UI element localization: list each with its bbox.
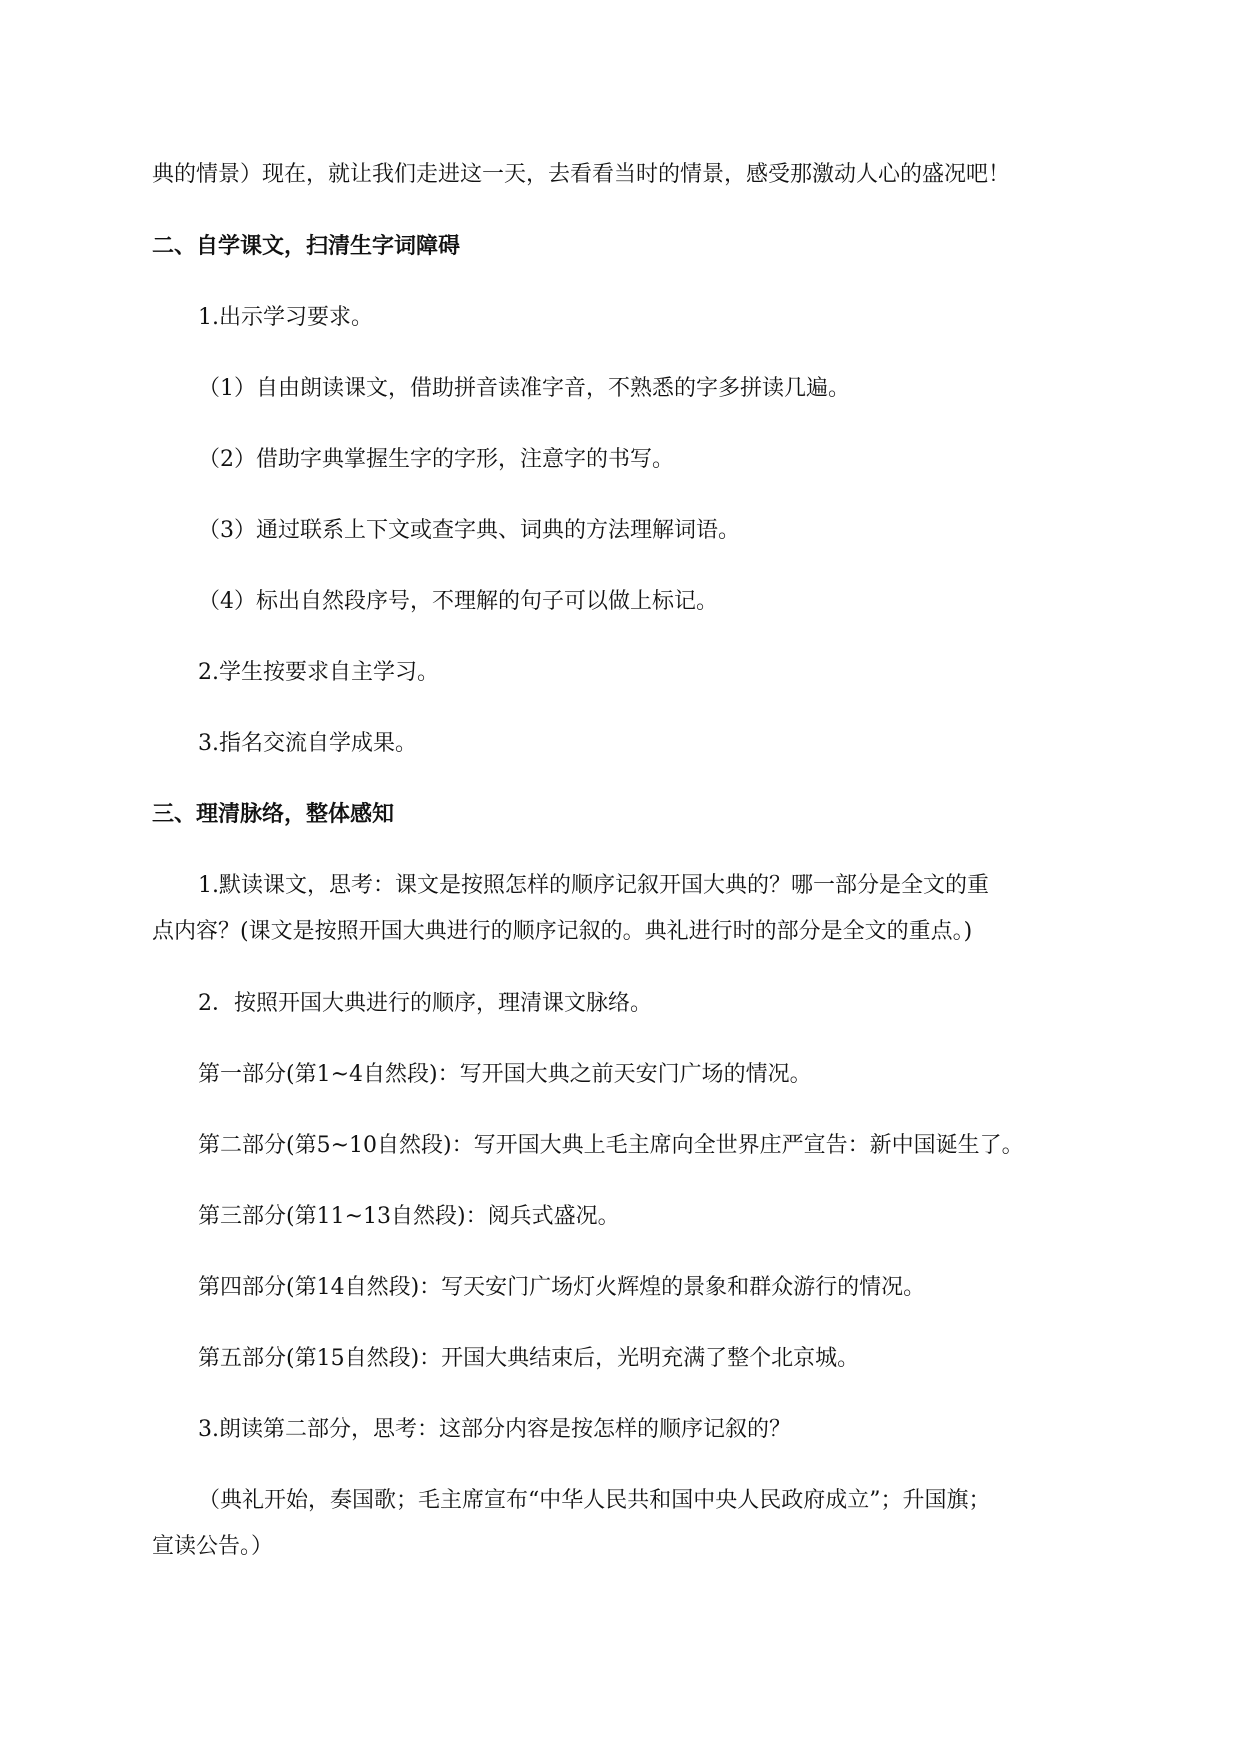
list-item: 3.朗读第二部分，思考：这部分内容是按怎样的顺序记叙的？ xyxy=(198,1417,791,1442)
paragraph-text: （典礼开始，奏国歌；毛主席宣布“中华人民共和国中央人民政府成立”；升国旗； xyxy=(198,1488,991,1513)
list-item: （3）通过联系上下文或查字典、词典的方法理解词语。 xyxy=(198,518,740,543)
outline-item: 第五部分(第15自然段)：开国大典结束后，光明充满了整个北京城。 xyxy=(198,1346,860,1371)
outline-item: 第四部分(第14自然段)：写天安门广场灯火辉煌的景象和群众游行的情况。 xyxy=(198,1275,926,1300)
section-heading: 二、自学课文，扫清生字词障碍 xyxy=(152,234,461,259)
paragraph-text: 1.默读课文，思考：课文是按照怎样的顺序记叙开国大典的？哪一部分是全文的重 xyxy=(198,873,989,898)
list-item: 3.指名交流自学成果。 xyxy=(198,731,417,756)
list-item: （2）借助字典掌握生字的字形，注意字的书写。 xyxy=(198,447,674,472)
list-item: 2.学生按要求自主学习。 xyxy=(198,660,439,685)
paragraph-text: 点内容？(课文是按照开国大典进行的顺序记叙的。典礼进行时的部分是全文的重点。) xyxy=(152,919,973,944)
list-item: 1.出示学习要求。 xyxy=(198,305,373,330)
outline-item: 第三部分(第11~13自然段)：阅兵式盛况。 xyxy=(198,1204,620,1229)
outline-item: 第二部分(第5~10自然段)：写开国大典上毛主席向全世界庄严宣告：新中国诞生了。 xyxy=(198,1133,1024,1158)
list-item: 2．按照开国大典进行的顺序，理清课文脉络。 xyxy=(198,991,652,1016)
list-item: （4）标出自然段序号，不理解的句子可以做上标记。 xyxy=(198,589,718,614)
list-item: （1）自由朗读课文，借助拼音读准字音，不熟悉的字多拼读几遍。 xyxy=(198,376,850,401)
section-heading: 三、理清脉络，整体感知 xyxy=(152,802,395,827)
paragraph-text: 宣读公告。） xyxy=(152,1534,274,1559)
outline-item: 第一部分(第1~4自然段)：写开国大典之前天安门广场的情况。 xyxy=(198,1062,812,1087)
paragraph-text: 典的情景）现在，就让我们走进这一天，去看看当时的情景，感受那激动人心的盛况吧！ xyxy=(152,162,1011,187)
